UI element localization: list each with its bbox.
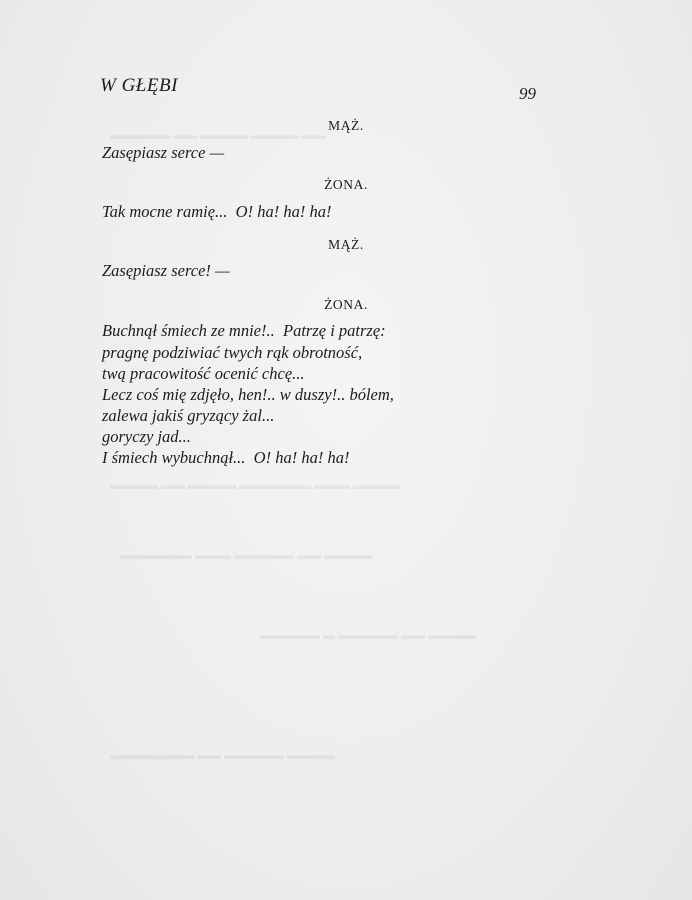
bleed-through-text: ▬▬▬▬ ▬▬ ▬▬▬▬▬ ▬ ▬▬▬▬▬	[260, 628, 476, 642]
verse-line: Lecz coś mię zdjęło, hen!.. w duszy!.. bólem,	[102, 385, 394, 404]
verse-line: zalewa jakiś gryzący żal...	[102, 406, 275, 425]
verse-line: pragnę podziwiać twych rąk obrotność,	[102, 343, 363, 362]
bleed-through-text: ▬▬▬▬ ▬▬▬ ▬▬▬▬▬▬ ▬▬▬▬ ▬▬ ▬▬▬▬	[110, 478, 401, 492]
bleed-through-text: ▬▬▬▬ ▬▬▬▬▬ ▬▬ ▬▬▬▬▬▬▬	[110, 748, 335, 762]
verse-line: Zasępiasz serce —	[102, 143, 225, 162]
verse-line: Buchnął śmiech ze mnie!.. Patrzę i patrzę:	[102, 321, 386, 340]
verse-line: twą pracowitość ocenić chcę...	[102, 364, 305, 383]
verse-line: I śmiech wybuchnął... O! ha! ha! ha!	[102, 448, 350, 467]
bleed-through-text: ▬▬ ▬▬▬▬ ▬▬▬▬ ▬▬ ▬▬▬▬▬	[110, 128, 326, 142]
speaker-label: MĄŻ.	[328, 118, 364, 133]
bleed-through-text: ▬▬▬▬ ▬▬ ▬▬▬▬▬ ▬▬▬ ▬▬▬▬▬▬	[120, 548, 372, 562]
speaker-label: ŻONA.	[324, 297, 368, 312]
speaker-label: MĄŻ.	[328, 237, 364, 252]
speaker-label: ŻONA.	[324, 177, 368, 192]
verse-line: Zasępiasz serce! —	[102, 261, 230, 280]
verse-line: Tak mocne ramię... O! ha! ha! ha!	[102, 202, 332, 221]
running-title: W GŁĘBI	[100, 75, 178, 96]
verse-line: goryczy jad...	[102, 427, 191, 446]
page-number: 99	[519, 84, 536, 103]
